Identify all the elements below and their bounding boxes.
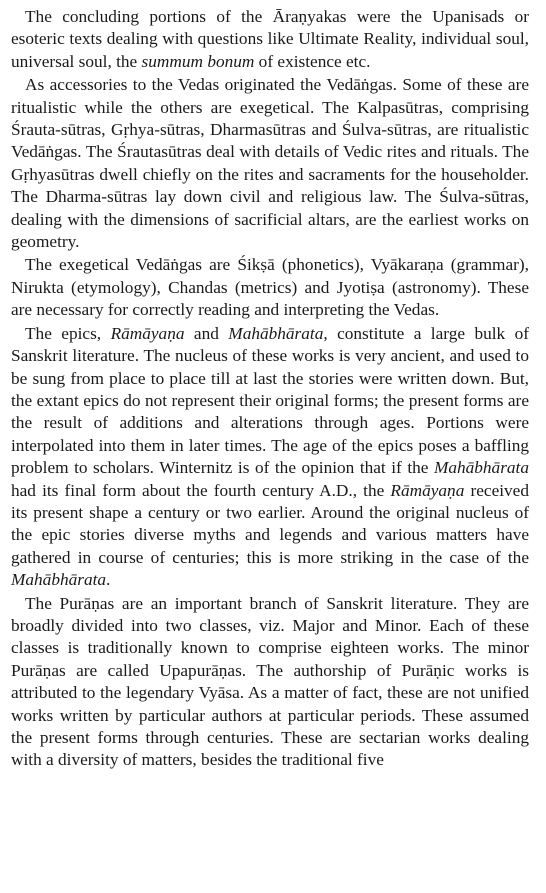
- text-segment: The concluding portions of the Āraṇyakas were the Upanisads or esoteric texts dealing with questions like Ultimate Reality, individual soul, universal soul, the: [11, 7, 529, 71]
- italic-title-mahabharata: Mahābhārata: [433, 458, 529, 478]
- italic-term-summum-bonum: summum bonum: [141, 51, 255, 71]
- text-segment: As accessories to the Vedas originated the Vedāṅgas. Some of these are ritualistic while the others are exegetical. The Kalpasūtras, comprising Śrauta-sūtras, Gṛhya-sūtras, Dharmasūtras and Śulva-sūtras, are ritualistic Vedāṅgas. The Śrautasūtras deal with details of Vedic rites and rituals. The Gṛhyasūtras dwell chiefly on the rites and sacraments for the householder. The Dharma-sūtras lay down civil and religious law. The Śulva-sūtras, dealing with the dimensions of sacrificial altars, are the earliest works on geometry.: [11, 75, 529, 252]
- paragraph-exegetical-vedangas: [11, 254, 529, 321]
- paragraph-upanisads: [11, 6, 529, 73]
- paragraph-vedangas: [11, 74, 529, 253]
- text-segment: and: [184, 323, 229, 343]
- italic-title-ramayana: Rāmāyaṇa: [390, 480, 465, 500]
- text-segment: The Purāṇas are an important branch of Sanskrit literature. They are broadly divided into two classes, viz. Major and Minor. Each of these classes is traditionally known to comprise eighteen works. The minor Purāṇas are called Upapurāṇas. The authorship of Purāṇic works is attributed to the legendary Vyāsa. As a matter of fact, these are not unified works written by particular authors at particular periods. These assumed the present forms through centuries. These are sectarian works dealing with a diversity of matters, besides the traditional five: [11, 593, 529, 770]
- paragraph-puranas: [11, 593, 529, 772]
- text-segment: The exegetical Vedāṅgas are Śikṣā (phonetics), Vyākaraṇa (grammar), Nirukta (etymology), Chandas (metrics) and Jyotiṣa (astronomy). These are necessary for correctly reading and interpreting the Vedas.: [11, 255, 529, 320]
- text-segment: The epics,: [25, 323, 111, 343]
- paragraph-epics: [11, 323, 529, 592]
- text-segment: received its present shape a century or two earlier. Around the original nucleus of the epic stories diverse myths and legends and various matters have gathered in course of centuries; this is more striking in the case of the: [11, 480, 529, 567]
- italic-title-mahabharata: Mahābhārata: [11, 570, 107, 590]
- text-segment: .: [106, 570, 111, 590]
- italic-title-ramayana: Rāmāyaṇa: [110, 323, 185, 343]
- text-segment: , constitute a large bulk of Sanskrit literature. The nucleus of these works is very ancient, and used to be sung from place to place till at last the stories were written down. But, the extant epics do not represent their original forms; the present forms are the result of additions and alterations through ages. Portions were interpolated into them in later times. The age of the epics poses a baffling problem to scholars. Winternitz is of the opinion that if the: [11, 323, 530, 478]
- italic-title-mahabharata: Mahābhārata: [228, 323, 324, 343]
- text-segment: had its final form about the fourth century A.D., the: [11, 480, 391, 500]
- text-segment: of existence etc.: [254, 51, 371, 71]
